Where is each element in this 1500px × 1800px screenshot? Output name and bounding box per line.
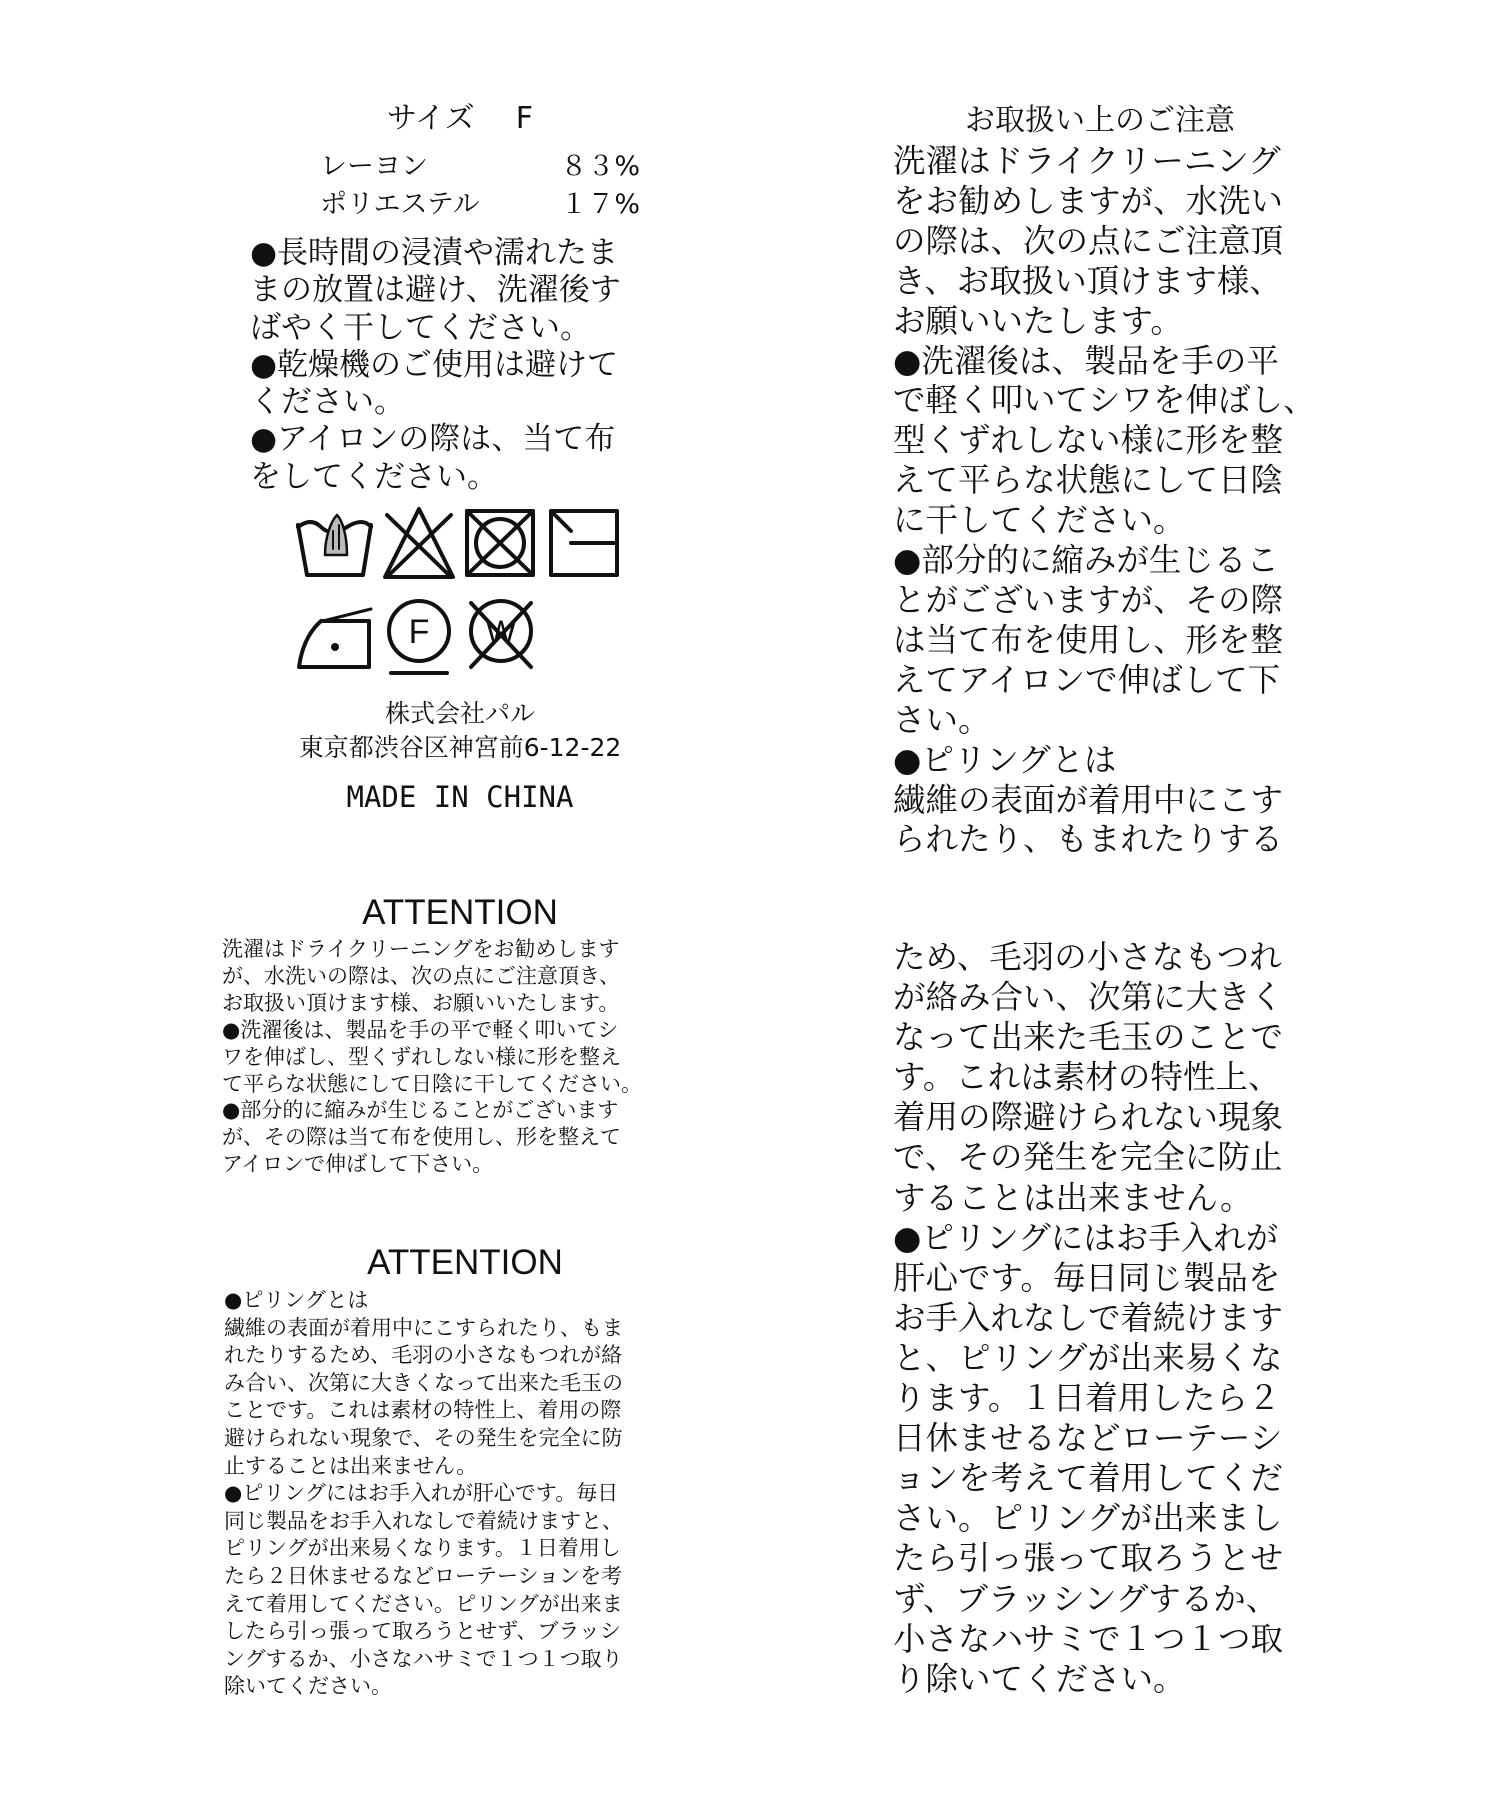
attention-body	[222, 936, 712, 1178]
handling-line: に干してください。	[893, 501, 1186, 540]
maker-info	[250, 697, 670, 765]
wet-clean-letter: W	[485, 614, 517, 650]
attention-line: ワを伸ばし、型くずれしない様に形を整え	[222, 1044, 621, 1069]
attention-line: が、その際は当て布を使用し、形を整えて	[222, 1125, 621, 1150]
care-note-line: ●長時間の浸漬や濡れたま	[250, 235, 619, 271]
handling-part1	[893, 142, 1353, 860]
handling-line: とがございますが、その際	[893, 580, 1284, 619]
attention-line: 繊維の表面が着用中にこすられたり、もま	[224, 1315, 623, 1340]
handling-line: さい。	[893, 700, 991, 739]
care-symbols	[295, 505, 635, 675]
fabric-percent: １７%	[560, 189, 640, 220]
care-note-line: をしてください。	[250, 458, 498, 495]
handling-line: の際は、次の点にご注意頂	[893, 221, 1284, 260]
handling-line: さい。ピリングが出来まし	[893, 1499, 1283, 1538]
attention-body	[224, 1287, 714, 1701]
attention-line: 除いてください。	[224, 1674, 392, 1699]
attention-line: ングするか、小さなハサミで１つ１つ取り	[224, 1646, 623, 1671]
size-value: F	[515, 101, 533, 136]
handling-line: で、その発生を完全に防止	[893, 1138, 1283, 1177]
handling-line: えてアイロンで伸ばして下	[893, 660, 1281, 699]
no-tumble-dry-icon	[467, 511, 533, 575]
attention-title: ATTENTION	[367, 1243, 563, 1282]
handling-line: することは出来ません。	[893, 1178, 1253, 1217]
handling-title: お取扱い上のご注意	[965, 103, 1235, 138]
handling-line: り除いてください。	[893, 1659, 1186, 1698]
attention-line: 避けられない現象で、その発生を完全に防	[224, 1425, 623, 1450]
maker-name: 株式会社パル	[384, 699, 535, 728]
handling-line: ●ピリングとは	[893, 740, 1117, 779]
handling-line: 型くずれしない様に形を整	[893, 421, 1284, 460]
handling-line: 着用の際避けられない現象	[893, 1098, 1284, 1137]
dry-clean-f-icon	[389, 601, 449, 673]
fabric-composition	[320, 148, 640, 224]
no-wet-clean-icon	[471, 601, 531, 667]
country-of-origin: MADE IN CHINA	[346, 780, 574, 814]
attention-line: ●洗濯後は、製品を手の平で軽く叩いてシ	[222, 1017, 619, 1042]
care-note-line: ください。	[250, 384, 405, 421]
care-note-line: ●アイロンの際は、当て布	[250, 421, 616, 458]
handling-line: たら引っ張って取ろうとせ	[893, 1539, 1284, 1578]
shade-dry-flat-icon	[551, 511, 617, 575]
handling-line: ョンを考えて着用してくだ	[893, 1459, 1284, 1498]
handling-line: と、ピリングが出来易くな	[893, 1338, 1283, 1377]
handling-line: で軽く叩いてシワを伸ばし、	[893, 381, 1316, 420]
attention-line: て平らな状態にして日陰に干してください。	[222, 1071, 642, 1096]
attention-line: ●ピリングとは	[224, 1288, 369, 1312]
handling-line: お手入れなしで着続けます	[893, 1298, 1284, 1337]
handling-part2	[893, 937, 1353, 1699]
handling-line: ●ピリングにはお手入れが	[893, 1218, 1279, 1257]
handling-line: が絡み合い、次第に大きく	[893, 978, 1284, 1017]
handling-line: られたり、もまれたりする	[893, 820, 1284, 859]
fabric-material: レーヨン	[320, 151, 428, 182]
care-note-line: まの放置は避け、洗濯後す	[250, 272, 621, 309]
handling-line: ●部分的に縮みが生じるこ	[893, 541, 1279, 580]
fabric-row	[320, 148, 640, 186]
handling-line: ず、ブラッシングするか、	[893, 1579, 1279, 1618]
attention-line: 同じ製品をお手入れなしで着続けますと、	[224, 1508, 623, 1533]
fabric-material: ポリエステル	[320, 189, 480, 220]
size-label: サイズ	[387, 101, 475, 136]
handling-line: をお勧めしますが、水洗い	[893, 181, 1284, 220]
fabric-percent: ８３%	[560, 151, 640, 182]
handling-line: は当て布を使用し、形を整	[893, 620, 1284, 659]
size-line	[330, 100, 590, 138]
attention-line: が、水洗いの際は、次の点にご注意頂き、	[222, 963, 621, 988]
maker-address: 東京都渋谷区神宮前6-12-22	[298, 733, 622, 762]
attention-line: ●部分的に縮みが生じることがございます	[222, 1098, 619, 1123]
attention-line: れたりするため、毛羽の小さなもつれが絡	[224, 1343, 623, 1368]
handling-line: き、お取扱い頂けます様、	[893, 261, 1282, 300]
handling-line: お願いいたします。	[893, 301, 1183, 340]
hand-wash-icon	[298, 515, 371, 575]
handling-line: ります。１日着用したら２	[893, 1379, 1281, 1418]
attention-line: 洗濯はドライクリーニングをお勧めします	[222, 937, 620, 961]
care-notes	[250, 235, 670, 496]
attention-line: み合い、次第に大きくなって出来た毛玉の	[224, 1370, 623, 1395]
fabric-row	[320, 186, 640, 224]
handling-line: 繊維の表面が着用中にこす	[893, 780, 1284, 819]
attention-title: ATTENTION	[362, 893, 558, 932]
handling-line: ため、毛羽の小さなもつれ	[893, 938, 1282, 976]
attention-line: ことです。これは素材の特性上、着用の際	[224, 1398, 622, 1423]
attention-line: アイロンで伸ばして下さい。	[222, 1152, 494, 1177]
attention-line: お取扱い頂けます様、お願いいたします。	[222, 990, 620, 1015]
handling-line: す。これは素材の特性上、	[893, 1058, 1281, 1097]
handling-line: えて平らな状態にして日陰	[893, 461, 1284, 500]
iron-low-icon	[299, 609, 371, 667]
attention-line: たら２日休ませるなどローテーションを考	[224, 1563, 623, 1588]
handling-line: 肝心です。毎日同じ製品を	[893, 1258, 1281, 1297]
care-note-line: ばやく干してください。	[250, 309, 591, 346]
dry-clean-letter: F	[408, 613, 430, 651]
attention-line: ピリングが出来易くなります。１日着用し	[224, 1536, 621, 1561]
handling-line: 洗濯はドライクリーニング	[893, 142, 1281, 180]
attention-line: ●ピリングにはお手入れが肝心です。毎日	[224, 1481, 619, 1506]
attention-line: えて着用してください。ピリングが出来ま	[224, 1591, 623, 1616]
handling-line: 日休ませるなどローテーシ	[893, 1419, 1283, 1458]
handling-line: 小さなハサミで１つ１つ取	[893, 1619, 1284, 1658]
handling-line: ●洗濯後は、製品を手の平	[893, 341, 1279, 380]
no-bleach-icon	[385, 509, 453, 577]
attention-line: 止することは出来ません。	[224, 1453, 478, 1478]
handling-line: なって出来た毛玉のことで	[893, 1018, 1284, 1057]
care-note-line: ●乾燥機のご使用は避けて	[250, 346, 619, 383]
attention-line: したら引っ張って取ろうとせず、ブラッシ	[224, 1619, 621, 1644]
